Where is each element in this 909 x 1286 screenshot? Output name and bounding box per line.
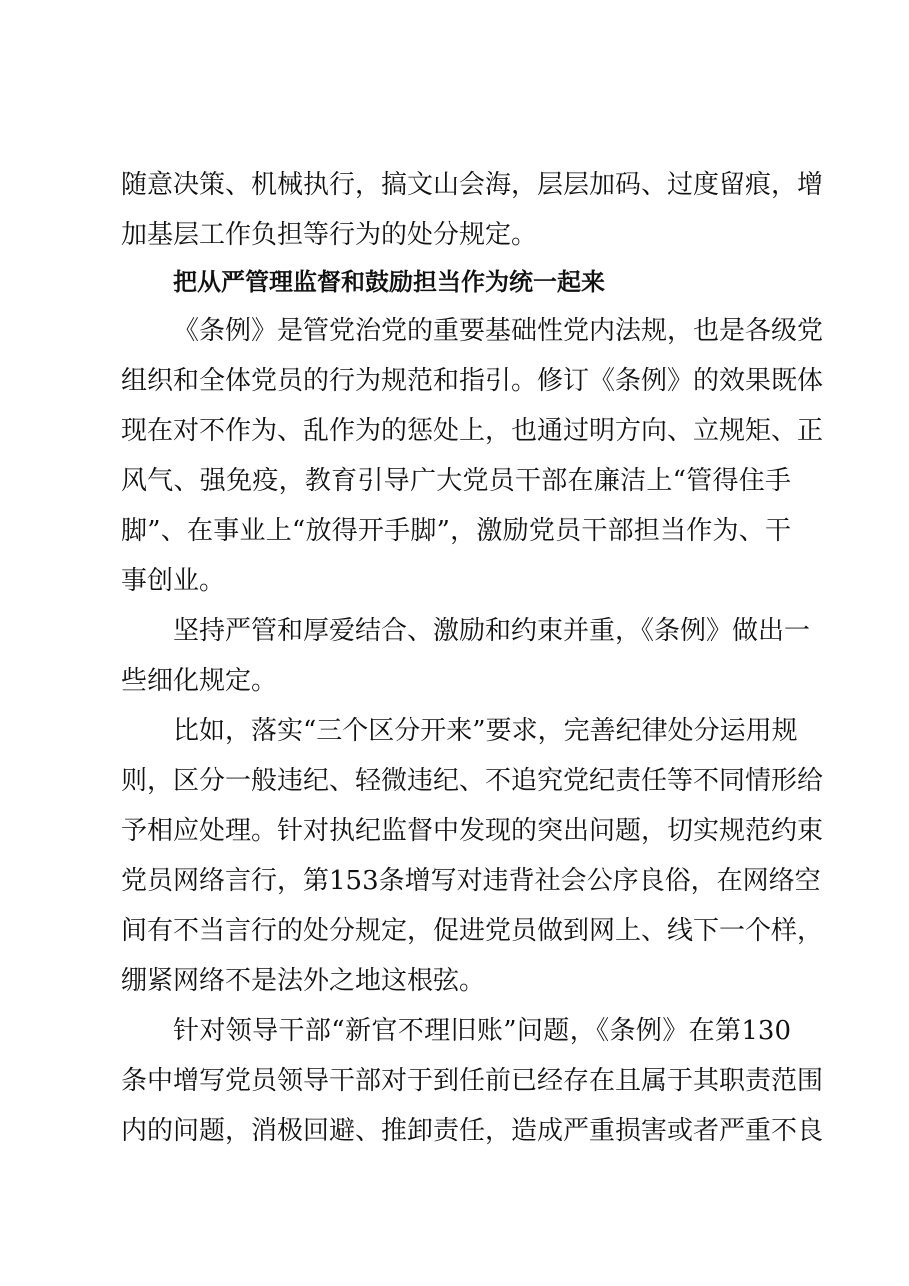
paragraph-line: 予相应处理。针对执纪监督中发现的突出问题，切实规范约束 [121,816,824,846]
paragraph-line: 些细化规定。 [121,666,278,696]
paragraph-line: 现在对不作为、乱作为的惩处上，也通过明方向、立规矩、正 [121,416,824,446]
paragraph-line: 《条例》是管党治党的重要基础性党内法规，也是各级党 [173,316,824,346]
paragraph-line: 坚持严管和厚爱结合、激励和约束并重，《条例》做出一 [173,616,811,646]
paragraph-line: 风气、强免疫，教育引导广大党员干部在廉洁上“管得住手 [121,466,791,496]
paragraph-line: 组织和全体党员的行为规范和指引。修订《条例》的效果既体 [121,366,824,396]
paragraph-line: 则，区分一般违纪、轻微违纪、不追究党纪责任等不同情形给 [121,766,824,796]
paragraph-line: 间有不当言行的处分规定，促进党员做到网上、线下一个样， [121,916,824,946]
paragraph-line: 脚”、在事业上“放得开手脚”，激励党员干部担当作为、干 [121,516,791,546]
paragraph-line: 党员网络言行，第153条增写对违背社会公序良俗，在网络空 [121,866,821,896]
paragraph-line: 内的问题，消极回避、推卸责任，造成严重损害或者严重不良 [121,1116,824,1146]
paragraph-line: 绷紧网络不是法外之地这根弦。 [121,966,486,996]
section-heading: 把从严管理监督和鼓励担当作为统一起来 [173,268,605,296]
paragraph-line: 条中增写党员领导干部对于到任前已经存在且属于其职责范围 [121,1066,824,1096]
paragraph-line: 加基层工作负担等行为的处分规定。 [121,220,538,250]
paragraph-line: 针对领导干部“新官不理旧账”问题，《条例》在第130 [173,1016,791,1046]
paragraph-line: 比如，落实“三个区分开来”要求，完善纪律处分运用规 [173,716,798,746]
paragraph-line: 随意决策、机械执行，搞文山会海，层层加码、过度留痕，增 [121,170,824,200]
paragraph-line: 事创业。 [121,566,226,596]
